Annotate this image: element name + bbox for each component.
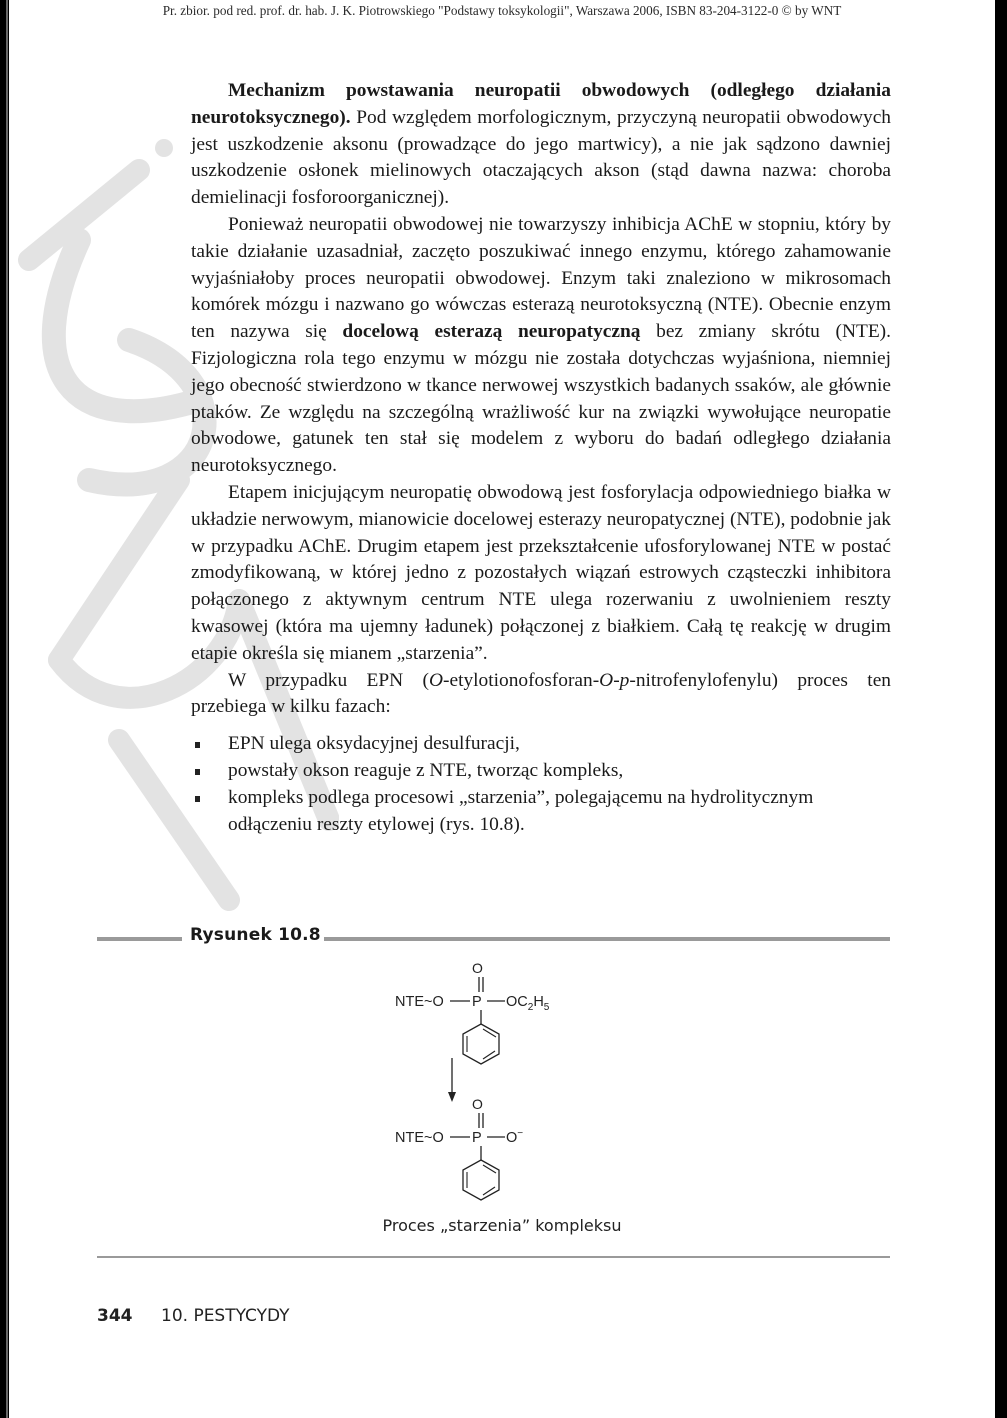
- paragraph-epn: W przypadku EPN (O-etylotionofosforan-O-p-nitrofenylofenylu) proces ten przebiega w kilku fazach:: [191, 669, 891, 718]
- list-item: EPN ulega oksydacyjnej desulfuracji,: [191, 731, 891, 758]
- figure-rule-right: [324, 937, 890, 941]
- svg-text:P: P: [472, 994, 482, 1010]
- figure-caption: Proces „starzenia” kompleksu: [382, 1216, 622, 1235]
- reaction-arrow-icon: [448, 1058, 456, 1102]
- page-number: 344: [97, 1306, 133, 1326]
- paragraph-mechanism: Mechanizm powstawania neuropatii obwodowych (odległego działania neurotoksycznego). Pod względem morfologicznym, przyczyną neuropatii obwodowych jest uszkodzenie aksonu (prowadzące do jego martwicy), a nie jak sądzono dawniej uszkodzenie osłonek mielinowych otaczających akson (stąd dawna nazwa: choroba demielinacji fosforoorganicznej).: [191, 80, 891, 209]
- paragraph-nte: Ponieważ neuropatii obwodowej nie towarzyszy inhibicja AChE w stopniu, który by takie działanie uzasadniał, zaczęto poszukiwać innego enzymu, którego zahamowanie wyjaśniałoby proces neuropatii obwodowej. Enzym taki znaleziono w mikrosomach komórek mózgu i nazwano go wówczas esterazą neurotoksyczną (NTE). Obecnie enzym ten nazywa się docelową esterazą neuropatyczną bez zmiany skrótu (NTE). Fizjologiczna rola tego enzymu w mózgu nie została dotychczas wyjaśniona, niemniej jego obecność stwierdzono w tkance nerwowej wszystkich badanych ssaków, ale głównie ptaków. Ze względu na szczególną wrażliwość kur na związki wywołujące neuropatie obwodowe, gatunek ten stał się modelem z wyboru do badań odległego działania neurotoksycznego.: [191, 213, 891, 477]
- svg-text:O: O: [472, 1096, 483, 1112]
- benzene-ring-icon: [463, 1024, 499, 1064]
- svg-text:O−: O−: [506, 1128, 524, 1146]
- page-footer: [97, 1306, 290, 1326]
- figure-heading: [97, 925, 890, 949]
- structure-phosphonate-ester: [395, 960, 550, 1064]
- list-item: kompleks podlega procesowi „starzenia”, polegającemu na hydrolitycznym odłączeniu reszty etylowej (rys. 10.8).: [191, 785, 891, 839]
- bullet-square-icon: [195, 796, 200, 802]
- list-item: powstały okson reaguje z NTE, tworząc kompleks,: [191, 758, 891, 785]
- bullet-square-icon: [195, 742, 200, 748]
- figure-title: Rysunek 10.8: [190, 925, 321, 945]
- phase-list: [191, 731, 891, 838]
- figure-rule-left: [97, 937, 182, 941]
- term-highlight: docelową esterazą neuropatyczną: [342, 321, 641, 343]
- svg-text:OC2H5: $OC_2H_5$: [506, 994, 550, 1013]
- body-text: [191, 78, 891, 838]
- svg-text:NTE~O: NTE~O: [395, 994, 444, 1010]
- chapter-title: 10. PESTYCYDY: [161, 1306, 290, 1326]
- page-left-edge: [6, 0, 8, 1418]
- structure-aged-complex: [395, 1096, 523, 1200]
- bullet-square-icon: [195, 769, 200, 775]
- benzene-ring-icon: [463, 1160, 499, 1200]
- citation-header: Pr. zbior. pod red. prof. dr. hab. J. K. Piotrowskiego "Podstawy toksykologii", Warszawa 2006, ISBN 83-204-3122-0 © by WNT: [162, 3, 842, 18]
- page-right-border: [995, 0, 1007, 1418]
- svg-text:P: P: [472, 1130, 482, 1146]
- paragraph-phosphorylation: Etapem inicjującym neuropatię obwodową jest fosforylacja odpowiedniego białka w układzie nerwowym, mianowicie docelowej esterazy neuropatycznej (NTE), podobnie jak w przypadku AChE. Drugim etapem jest przekształcenie ufosforylowanej NTE w postać zmodyfikowaną, w której jedno z pozostałych wiązań estrowych cząsteczki inhibitora połączonego z aktywnym centrum NTE ulega rozerwaniu z uwolnieniem reszty kwasowej (która ma ujemny ładunek) połączonej z białkiem. Całą tę reakcję w drugim etapie określa się mianem „starzenia”.: [191, 481, 891, 664]
- section-lead-heading: Mechanizm powstawania neuropatii obwodowych (odległego działania neurotoksycznego).: [191, 80, 891, 128]
- svg-text:NTE~O: NTE~O: [395, 1130, 444, 1146]
- figure-bottom-rule: [97, 1256, 890, 1258]
- svg-text:O: O: [472, 960, 483, 976]
- document-page: [9, 0, 995, 1418]
